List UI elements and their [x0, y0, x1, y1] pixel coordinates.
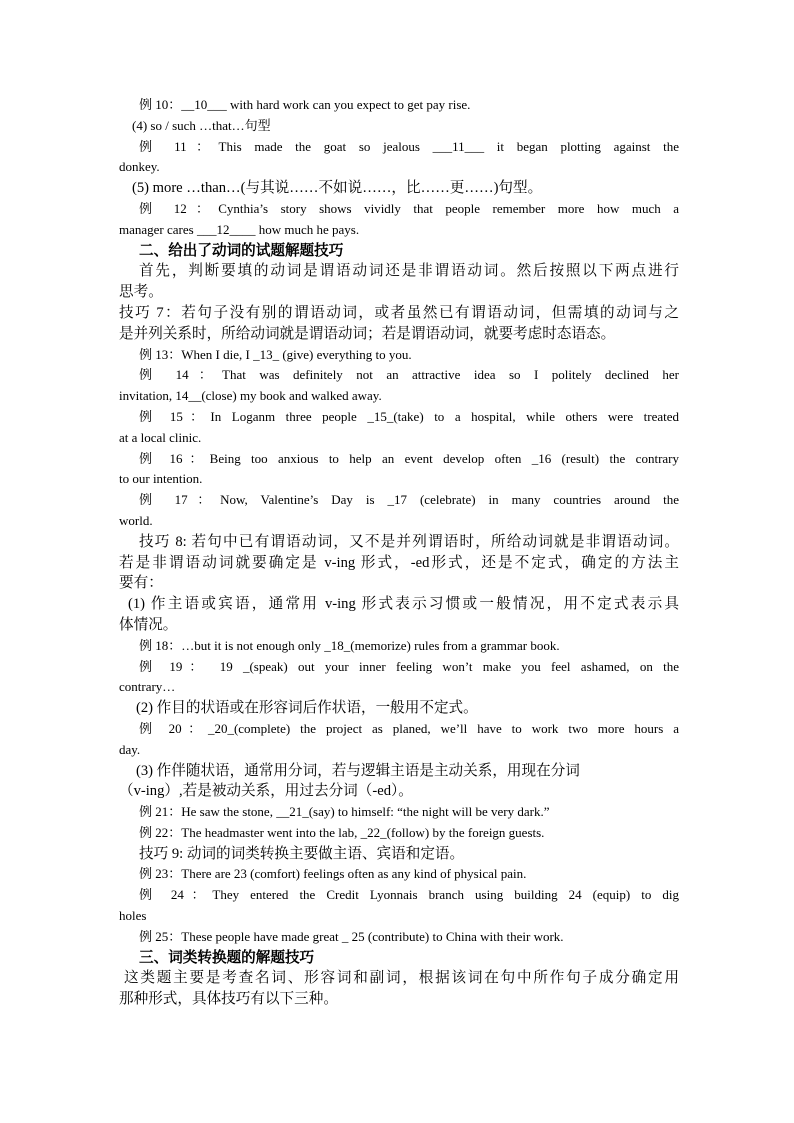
example-11-cont: donkey.: [119, 159, 160, 175]
intro-paragraph: 首先，判断要填的动词是谓语动词还是非谓语动词。然后按照以下两点进行: [139, 263, 679, 280]
example-18: 例 18：…but it is not enough only _18_(memorize) rules from a grammar book.: [139, 637, 560, 653]
section-heading-3: 三、词类转换题的解题技巧: [139, 949, 315, 966]
tip-8: 技巧 8: 若句中已有谓语动词，又不是并列谓语时，所给动词就是非谓语动词。: [139, 533, 679, 550]
intro-paragraph-cont: 思考。: [119, 284, 163, 301]
example-20: 例 20：_20_(complete) the project as planed, we’ll have to work two more hours a: [139, 720, 679, 736]
example-13: 例 13：When I die, I _13_ (give) everything to you.: [139, 346, 412, 362]
example-16-cont: to our intention.: [119, 471, 203, 487]
rule-1-cont: 体情况。: [119, 616, 178, 633]
section-heading-2: 二、给出了动词的试题解题技巧: [139, 242, 344, 259]
tip-7-cont: 是并列关系时，所给动词就是谓语动词；若是谓语动词，就要考虑时态语态。: [119, 325, 616, 342]
example-11: 例 11：This made the goat so jealous ___11___ it began plotting against the: [139, 138, 679, 154]
pattern-more-than: (5) more …than…(与其说……不如说……，比……更……)句型。: [132, 180, 543, 197]
example-14-cont: invitation, 14__(close) my book and walked away.: [119, 388, 382, 404]
example-12-cont: manager cares ___12____ how much he pays.: [119, 221, 360, 237]
example-19: 例 19： 19 _(speak) out your inner feeling won’t make you feel ashamed, on the: [139, 658, 679, 674]
section-3-paragraph-cont: 那种形式，具体技巧有以下三种。: [119, 991, 338, 1008]
example-15: 例 15：In Loganm three people _15_(take) to a hospital, while others were treated: [139, 408, 679, 424]
tip-7: 技巧 7：若句子没有别的谓语动词，或者虽然已有谓语动词，但需填的动词与之: [119, 304, 679, 321]
example-12: 例 12：Cynthia’s story shows vividly that people remember more how much a: [139, 200, 679, 216]
example-24: 例 24：They entered the Credit Lyonnais branch using building 24 (equip) to dig: [139, 887, 679, 903]
tip-8-cont-2: 要有：: [119, 575, 163, 592]
example-17: 例 17：Now, Valentine’s Day is _17 (celebrate) in many countries around the: [139, 492, 679, 508]
rule-2: (2) 作目的状语或在形容词后作状语，一般用不定式。: [136, 700, 478, 717]
example-15-cont: at a local clinic.: [119, 429, 202, 445]
example-17-cont: world.: [119, 512, 153, 528]
rule-3-cont: （v-ing）,若是被动关系，用过去分词（-ed）。: [119, 783, 413, 800]
rule-3: (3) 作伴随状语，通常用分词，若与逻辑主语是主动关系，用现在分词: [136, 762, 580, 779]
example-10: 例 10：__10___ with hard work can you expect to get pay rise.: [139, 97, 471, 112]
example-23: 例 23：There are 23 (comfort) feelings often as any kind of physical pain.: [139, 866, 527, 882]
rule-1: (1) 作主语或宾语，通常用 v-ing 形式表示习惯或一般情况，用不定式表示具: [128, 596, 679, 613]
example-21: 例 21：He saw the stone, __21_(say) to himself: “the night will be very dark.”: [139, 804, 550, 820]
example-24-cont: holes: [119, 908, 147, 924]
document-body: [119, 95, 679, 1010]
pattern-so-such: (4) so / such …that…句型: [132, 117, 271, 133]
example-16: 例 16：Being too anxious to help an event develop often _16 (result) the contrary: [139, 450, 679, 466]
example-20-cont: day.: [119, 741, 141, 757]
example-14: 例 14：That was definitely not an attractive idea so I politely declined her: [139, 367, 679, 383]
tip-9: 技巧 9: 动词的词类转换主要做主语、宾语和定语。: [139, 845, 465, 862]
example-22: 例 22：The headmaster went into the lab, _22_(follow) by the foreign guests.: [139, 824, 545, 840]
example-25: 例 25：These people have made great _ 25 (contribute) to China with their work.: [139, 928, 564, 944]
example-19-cont: contrary…: [119, 679, 176, 695]
tip-8-cont: 若是非谓语动词就要确定是 v-ing 形式，-ed形式，还是不定式，确定的方法主: [119, 554, 679, 571]
section-3-paragraph: 这类题主要是考查名词、形容词和副词，根据该词在句中所作句子成分确定用: [124, 970, 679, 987]
